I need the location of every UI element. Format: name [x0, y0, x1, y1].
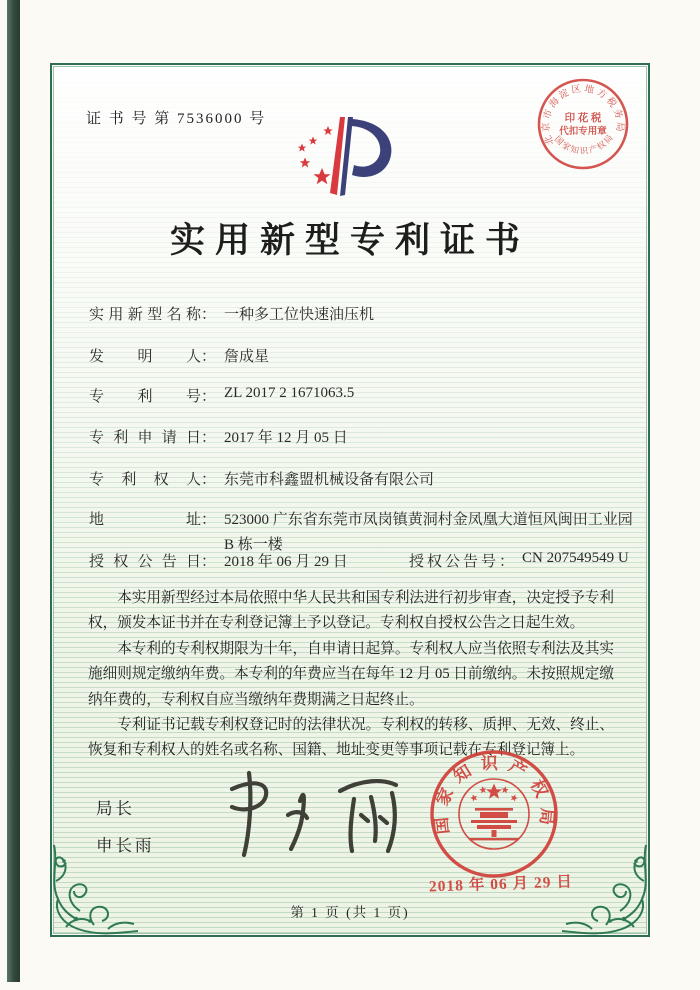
field-row-utility-model-name: 实用新型名称： 一种多工位快速油压机 [89, 303, 374, 324]
field-value: 523000 广东省东莞市凤岗镇黄洞村金凤凰大道恒风闽田工业园 B 栋一楼 [224, 512, 633, 553]
certificate-guilloche-background [53, 66, 647, 934]
field-label: 实用新型名称 [89, 307, 201, 323]
field-row-grant-date: 授权公告日： 2018 年 06 月 29 日 授权公告号： CN 207549549 U [89, 550, 629, 570]
stamp-tax-seal [528, 69, 638, 179]
legal-paragraph: 专利证书记载专利权登记时的法律状况。专利权的转移、质押、无效、终止、恢复和专利权人的姓名或名称、国籍、地址变更等事项记载在专利登记簿上。 [88, 717, 614, 759]
cnipa-patent-logo-icon [292, 113, 402, 218]
book-spine-edge [7, 0, 20, 982]
corner-seal-center-line2: 代扣专用章 [559, 127, 607, 137]
field-label: 专利号 [89, 389, 201, 405]
field-label: 地址 [89, 512, 201, 528]
field-label: 发明人 [89, 349, 201, 365]
certificate-number: 证 书 号 第 7536000 号 [86, 111, 267, 127]
field-row-inventor: 发明人： 詹成星 [89, 345, 269, 366]
corner-flourish-right-icon [559, 841, 654, 941]
field-grant-publication-number: 授权公告号： CN 207549549 U [409, 550, 629, 570]
director-name: 申长雨 [96, 836, 155, 855]
certificate-title: 实用新型专利证书 [169, 221, 530, 260]
corner-flourish-left-icon [46, 841, 141, 941]
corner-seal-center-line1: 印 花 税 [564, 113, 602, 124]
corner-seal-arc-bottom-text: 国家知识产权局 [552, 131, 616, 156]
field-value: 东莞市科鑫盟机械设备有限公司 [224, 472, 435, 488]
field-value: CN 207549549 U [522, 550, 629, 566]
field-row-address: 地址： 523000 广东省东莞市凤岗镇黄洞村金凤凰大道恒风闽田工业园 B 栋一楼 [89, 508, 642, 558]
field-value: 一种多工位快速油压机 [224, 307, 375, 323]
field-value: 2018 年 06 月 29 日 [224, 554, 348, 570]
field-label: 专利申请日 [89, 430, 201, 446]
page-number-footer: 第 1 页 (共 1 页) [290, 905, 410, 920]
director-title: 局长 [96, 799, 135, 818]
legal-text-block [88, 586, 614, 764]
seal-date-stamp: 2018 年 06 月 29 日 [428, 873, 574, 896]
corner-seal-arc-top-text: 北京市海淀区地方税务局 [541, 84, 625, 147]
main-seal-arc-text: 国家知识产权局 [431, 753, 557, 836]
certificate-frame [50, 63, 650, 937]
field-value: ZL 2017 2 1671063.5 [224, 385, 355, 401]
field-row-patent-number: 专利号： ZL 2017 2 1671063.5 [89, 385, 355, 405]
field-row-patentee: 专利权人： 东莞市科鑫盟机械设备有限公司 [89, 468, 434, 489]
field-row-filing-date: 专利申请日： 2017 年 12 月 05 日 [89, 426, 348, 447]
national-emblem-icon [459, 779, 529, 849]
director-signature [204, 767, 414, 882]
field-value: 2017 年 12 月 05 日 [224, 430, 348, 446]
field-label: 授权公告号 [409, 554, 500, 570]
legal-paragraph: 本实用新型经过本局依照中华人民共和国专利法进行初步审查，决定授予专利权，颁发本证书并在专利登记簿上予以登记。专利权自授权公告之日起生效。 [88, 590, 614, 632]
field-value: 詹成星 [224, 349, 270, 365]
field-label: 专利权人 [89, 472, 201, 488]
legal-paragraph: 本专利的专利权期限为十年，自申请日起算。专利权人应当依照专利法及其实施细则规定缴纳年费。本专利的年费应当在每年 12 月 05 日前缴纳。未按照规定缴纳年费的，专利权自应当缴纳年费期满之日起终止。 [88, 640, 614, 708]
field-label: 授权公告日 [89, 554, 201, 570]
